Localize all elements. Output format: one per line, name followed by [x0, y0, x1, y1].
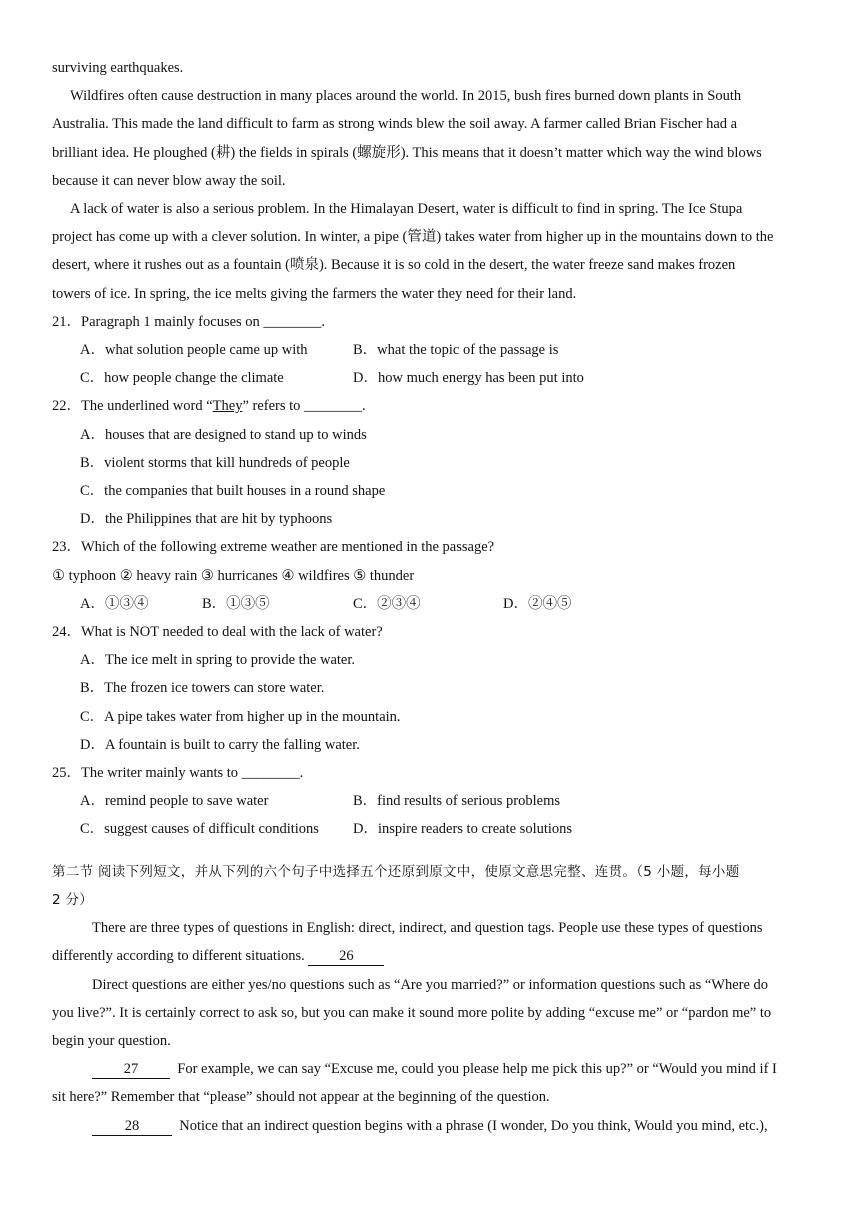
section-2-paragraph-line: There are three types of questions in English: direct, indirect, and question tags. People use these types of questions	[92, 920, 763, 937]
paragraph-text: Notice that an indirect question begins with a phrase (I wonder, Do you think, Would you mind, etc.),	[179, 1117, 768, 1134]
question-21-stem: 21．Paragraph 1 mainly focuses on ________.	[52, 313, 326, 330]
question-24-stem: 24．What is NOT needed to deal with the lack of water?	[52, 624, 383, 641]
question-22-stem-post: ” refers to ________.	[242, 398, 366, 415]
section-2-paragraph-line: Direct questions are either yes/no questions such as “Are you married?” or information questions such as “Where do	[92, 976, 769, 993]
question-25-options-row	[52, 787, 812, 815]
passage-line: surviving earthquakes.	[52, 60, 184, 76]
paragraph-text: For example, we can say “Excuse me, could you please help me pick this up?” or “Would you mind if I	[177, 1061, 777, 1078]
section-2-paragraph-line	[52, 1112, 812, 1140]
question-24-option-b[interactable]: B．The frozen ice towers can store water.	[80, 680, 325, 697]
question-23-option-d[interactable]: D．②④⑤	[503, 595, 572, 612]
document-page	[52, 54, 812, 1140]
question-25-option-d[interactable]: D．inspire readers to create solutions	[353, 821, 573, 838]
question-22-option-d[interactable]: D．the Philippines that are hit by typhoons	[80, 511, 333, 528]
passage-line: desert, where it rushes out as a fountain (喷泉). Because it is so cold in the desert, the water freeze sand makes frozen	[52, 257, 736, 274]
question-23-option-b[interactable]: B．①③⑤	[202, 595, 270, 612]
passage-line: Australia. This made the land difficult to farm as strong winds blew the soil away. A farmer called Brian Fischer had a	[52, 116, 738, 133]
section-2-paragraph-line	[52, 942, 812, 970]
question-21-option-a[interactable]: A．what solution people came up with	[80, 342, 308, 359]
paragraph-text: differently according to different situations.	[52, 948, 305, 965]
question-25-option-c[interactable]: C．suggest causes of difficult conditions	[80, 821, 319, 838]
question-21-options-row	[52, 364, 812, 392]
question-21-options-row	[52, 336, 812, 364]
section-2-heading-cont: 2 分）	[52, 891, 94, 908]
question-23-option-a[interactable]: A．①③④	[80, 595, 149, 612]
question-21-option-d[interactable]: D．how much energy has been put into	[353, 370, 584, 387]
section-2-paragraph-line: you live?”. It is certainly correct to ask so, but you can make it sound more polite by adding “excuse me” or “pardon me” to	[52, 1004, 772, 1021]
question-24-option-d[interactable]: D．A fountain is built to carry the falling water.	[80, 736, 360, 753]
question-23-items: ① typhoon ② heavy rain ③ hurricanes ④ wildfires ⑤ thunder	[52, 567, 415, 584]
question-21-option-b[interactable]: B．what the topic of the passage is	[353, 342, 559, 359]
section-2-paragraph-line	[52, 1055, 812, 1083]
passage-line: A lack of water is also a serious problem. In the Himalayan Desert, water is difficult to find in spring. The Ice Stupa	[70, 201, 743, 218]
question-24-option-a[interactable]: A．The ice melt in spring to provide the water.	[80, 652, 356, 669]
section-2-heading: 第二节 阅读下列短文，并从下列的六个句子中选择五个还原到原文中，使原文意思完整、连贯。（5 小题，每小题	[52, 863, 740, 880]
blank-27[interactable]: 27	[92, 1060, 170, 1079]
passage-line: because it can never blow away the soil.	[52, 172, 286, 189]
section-spacer	[52, 844, 812, 858]
question-25-stem: 25．The writer mainly wants to ________.	[52, 765, 304, 782]
passage-line: towers of ice. In spring, the ice melts giving the farmers the water they need for their land.	[52, 285, 577, 302]
question-25-option-b[interactable]: B．find results of serious problems	[353, 793, 561, 810]
question-22-stem	[52, 392, 812, 420]
underlined-word: They	[212, 398, 243, 415]
blank-26[interactable]: 26	[308, 947, 384, 966]
question-25-options-row	[52, 815, 812, 843]
passage-line: brilliant idea. He ploughed (耕) the fields in spirals (螺旋形). This means that it doesn’t matter which way the wind blows	[52, 144, 762, 161]
section-2-paragraph-line: sit here?” Remember that “please” should not appear at the beginning of the question.	[52, 1089, 550, 1106]
question-22-stem-pre: 22．The underlined word “	[52, 398, 213, 415]
blank-28[interactable]: 28	[92, 1117, 172, 1136]
passage-line: Wildfires often cause destruction in many places around the world. In 2015, bush fires burned down plants in South	[70, 88, 742, 105]
section-2-paragraph-line: begin your question.	[52, 1032, 171, 1049]
question-24-option-c[interactable]: C．A pipe takes water from higher up in the mountain.	[80, 708, 401, 725]
question-22-option-c[interactable]: C．the companies that built houses in a round shape	[80, 483, 386, 500]
question-23-options-row	[52, 590, 812, 618]
question-25-option-a[interactable]: A．remind people to save water	[80, 793, 269, 810]
question-21-option-c[interactable]: C．how people change the climate	[80, 370, 284, 387]
question-23-stem: 23．Which of the following extreme weather are mentioned in the passage?	[52, 539, 495, 556]
question-22-option-b[interactable]: B．violent storms that kill hundreds of people	[80, 454, 350, 471]
passage-line: project has come up with a clever solution. In winter, a pipe (管道) takes water from higher up in the mountains down to the	[52, 229, 774, 246]
question-23-option-c[interactable]: C．②③④	[353, 595, 421, 612]
question-22-option-a[interactable]: A．houses that are designed to stand up to winds	[80, 426, 367, 443]
